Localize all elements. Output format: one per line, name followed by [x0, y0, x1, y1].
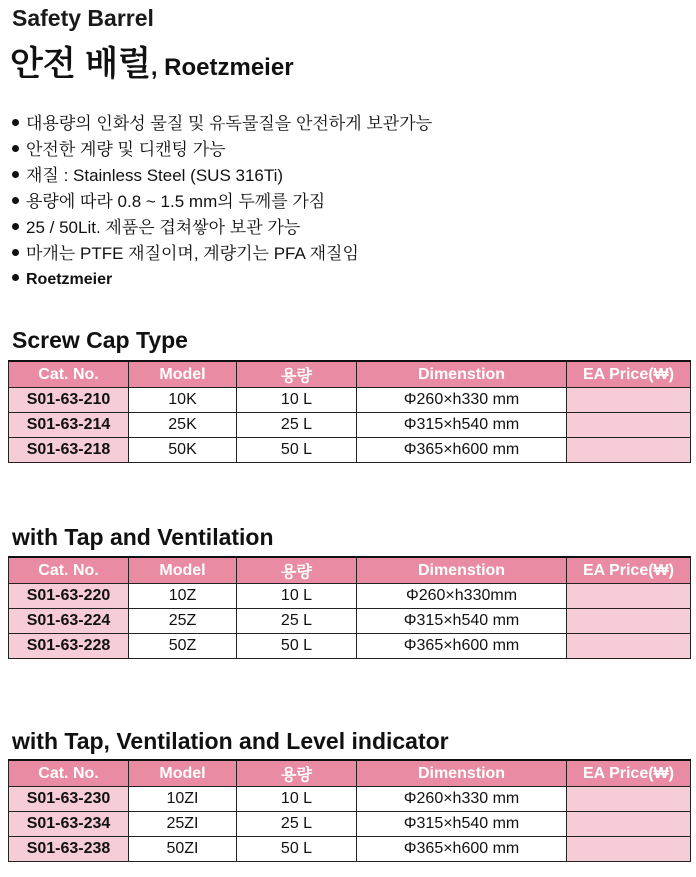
table-row: [9, 438, 691, 463]
cell-price: [567, 609, 691, 634]
cell-capacity: 50 L: [237, 634, 357, 659]
col-header-model: Model: [129, 557, 237, 584]
feature-item: [12, 137, 432, 163]
feature-list: [12, 111, 432, 293]
page-title-english: Safety Barrel: [12, 5, 154, 31]
feature-item: [12, 215, 432, 241]
bullet-icon: [12, 119, 19, 126]
section-title-tap-ventilation-level: with Tap, Ventilation and Level indicator: [12, 728, 449, 754]
feature-text: 안전한 계량 및 디캔팅 가능: [26, 140, 226, 159]
col-header-dimension: Dimenstion: [357, 361, 567, 388]
table-row: [9, 413, 691, 438]
bullet-icon: [12, 249, 19, 256]
col-header-price: EA Price(₩): [567, 760, 691, 787]
table-row: [9, 787, 691, 812]
page-title-korean: 안전 배럴: [10, 45, 151, 83]
table-row: [9, 837, 691, 862]
col-header-cat: Cat. No.: [9, 557, 129, 584]
table-row: [9, 584, 691, 609]
cell-capacity: 10 L: [237, 787, 357, 812]
page-title: [10, 36, 294, 85]
bullet-icon: [12, 223, 19, 230]
cell-model: 50Z: [129, 634, 237, 659]
cell-model: 25Z: [129, 609, 237, 634]
cell-price: [567, 413, 691, 438]
bullet-icon: [12, 274, 19, 281]
table-row: [9, 609, 691, 634]
feature-text: 대용량의 인화성 물질 및 유독물질을 안전하게 보관가능: [26, 114, 433, 133]
cell-dimension: Φ260×h330mm: [357, 584, 567, 609]
feature-text: 25 / 50Lit. 제품은 겹쳐쌓아 보관 가능: [26, 218, 301, 237]
cell-cat: S01-63-238: [9, 837, 129, 862]
cell-price: [567, 388, 691, 413]
cell-model: 50ZI: [129, 837, 237, 862]
cell-cat: S01-63-220: [9, 584, 129, 609]
cell-capacity: 25 L: [237, 609, 357, 634]
cell-model: 10Z: [129, 584, 237, 609]
cell-dimension: Φ260×h330 mm: [357, 388, 567, 413]
cell-price: [567, 584, 691, 609]
feature-text: 용량에 따라 0.8 ~ 1.5 mm의 두께를 가짐: [26, 192, 326, 211]
col-header-cat: Cat. No.: [9, 361, 129, 388]
table-header-row: [9, 361, 691, 388]
col-header-cat: Cat. No.: [9, 760, 129, 787]
cell-model: 25K: [129, 413, 237, 438]
page-title-brand: , Roetzmeier: [150, 54, 294, 81]
section-title-screw-cap: Screw Cap Type: [12, 327, 188, 353]
cell-dimension: Φ315×h540 mm: [357, 609, 567, 634]
feature-text: 재질 : Stainless Steel (SUS 316Ti): [26, 166, 284, 185]
cell-capacity: 50 L: [237, 438, 357, 463]
col-header-capacity: 용량: [237, 760, 357, 787]
table-row: [9, 812, 691, 837]
bullet-icon: [12, 197, 19, 204]
cell-model: 25ZI: [129, 812, 237, 837]
feature-item: [12, 163, 432, 189]
cell-dimension: Φ365×h600 mm: [357, 634, 567, 659]
feature-item: [12, 241, 432, 267]
cell-capacity: 10 L: [237, 584, 357, 609]
cell-model: 50K: [129, 438, 237, 463]
table-tap-ventilation: [8, 556, 691, 659]
table-tap-ventilation-level: [8, 759, 691, 862]
feature-text: Roetzmeier: [26, 271, 113, 288]
cell-dimension: Φ315×h540 mm: [357, 812, 567, 837]
cell-model: 10ZI: [129, 787, 237, 812]
cell-cat: S01-63-228: [9, 634, 129, 659]
cell-capacity: 10 L: [237, 388, 357, 413]
bullet-icon: [12, 171, 19, 178]
col-header-dimension: Dimenstion: [357, 760, 567, 787]
table-row: [9, 634, 691, 659]
cell-cat: S01-63-214: [9, 413, 129, 438]
cell-model: 10K: [129, 388, 237, 413]
col-header-model: Model: [129, 361, 237, 388]
cell-cat: S01-63-218: [9, 438, 129, 463]
col-header-dimension: Dimenstion: [357, 557, 567, 584]
cell-cat: S01-63-224: [9, 609, 129, 634]
feature-text: 마개는 PTFE 재질이며, 계량기는 PFA 재질임: [26, 244, 359, 263]
cell-cat: S01-63-210: [9, 388, 129, 413]
cell-capacity: 50 L: [237, 837, 357, 862]
table-header-row: [9, 557, 691, 584]
feature-item: [12, 111, 432, 137]
cell-price: [567, 812, 691, 837]
table-screw-cap: [8, 360, 691, 463]
cell-dimension: Φ365×h600 mm: [357, 837, 567, 862]
col-header-capacity: 용량: [237, 557, 357, 584]
cell-dimension: Φ315×h540 mm: [357, 413, 567, 438]
cell-price: [567, 634, 691, 659]
cell-price: [567, 438, 691, 463]
cell-price: [567, 837, 691, 862]
feature-item: [12, 267, 432, 293]
cell-capacity: 25 L: [237, 812, 357, 837]
table-header-row: [9, 760, 691, 787]
cell-dimension: Φ260×h330 mm: [357, 787, 567, 812]
col-header-capacity: 용량: [237, 361, 357, 388]
cell-cat: S01-63-230: [9, 787, 129, 812]
cell-cat: S01-63-234: [9, 812, 129, 837]
bullet-icon: [12, 145, 19, 152]
col-header-model: Model: [129, 760, 237, 787]
section-title-tap-ventilation: with Tap and Ventilation: [12, 524, 274, 550]
cell-price: [567, 787, 691, 812]
cell-capacity: 25 L: [237, 413, 357, 438]
col-header-price: EA Price(₩): [567, 361, 691, 388]
table-row: [9, 388, 691, 413]
cell-dimension: Φ365×h600 mm: [357, 438, 567, 463]
col-header-price: EA Price(₩): [567, 557, 691, 584]
feature-item: [12, 189, 432, 215]
